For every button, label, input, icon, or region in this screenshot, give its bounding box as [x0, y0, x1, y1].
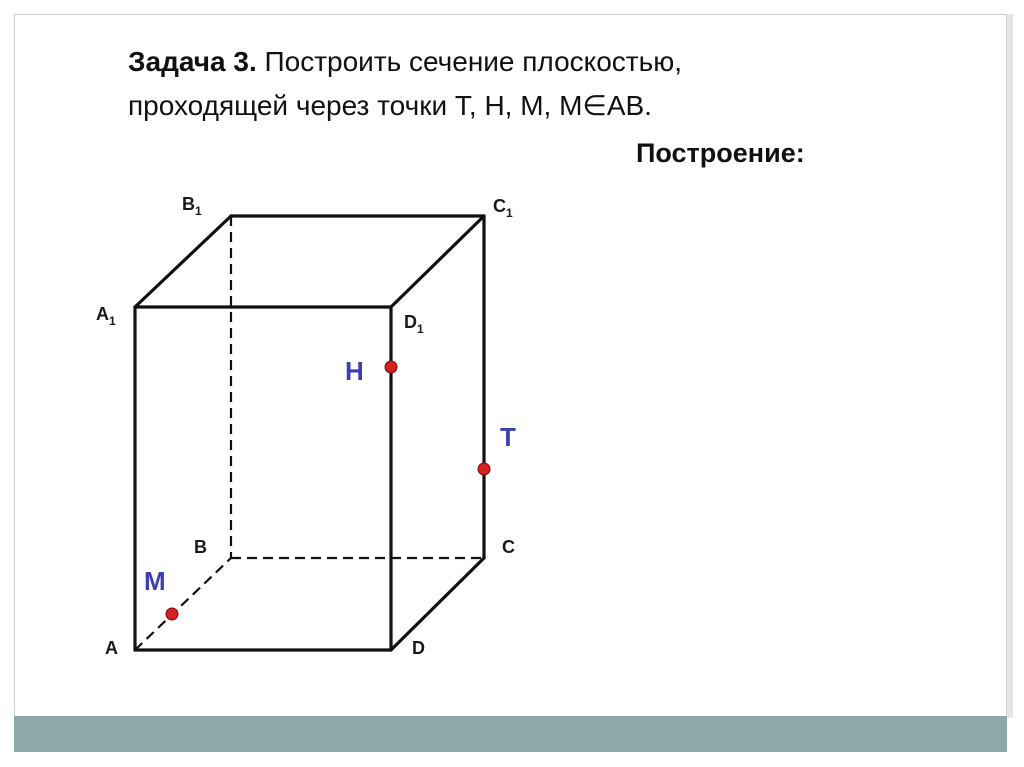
point-h	[385, 361, 397, 373]
vertex-label-b1: $B_1$	[182, 194, 202, 218]
construction-heading: Построение:	[636, 138, 805, 168]
edge-d-c	[391, 558, 484, 650]
point-label-t: T	[500, 422, 516, 452]
edge-c1-d1	[391, 216, 484, 307]
point-m	[166, 608, 178, 620]
vertex-label-d: D	[412, 638, 425, 658]
task-line-2: проходящей через точки Т, Н, М, М∈АВ.	[128, 90, 652, 121]
point-t	[478, 463, 490, 475]
point-label-h: H	[345, 356, 364, 386]
vertex-label-b: B	[194, 537, 207, 557]
point-label-m: M	[144, 566, 166, 596]
vertex-label-d1: $D_1$	[404, 312, 424, 336]
vertex-label-c1: $C_1$	[493, 196, 513, 220]
edge-a1-b1	[135, 216, 231, 307]
vertex-label-c: C	[502, 537, 515, 557]
vertex-label-a1: $A_1$	[96, 304, 116, 328]
task-label: Задача 3.	[128, 46, 257, 77]
vertex-label-a: A	[105, 638, 118, 658]
task-text-1: Построить сечение плоскостью,	[256, 46, 682, 77]
